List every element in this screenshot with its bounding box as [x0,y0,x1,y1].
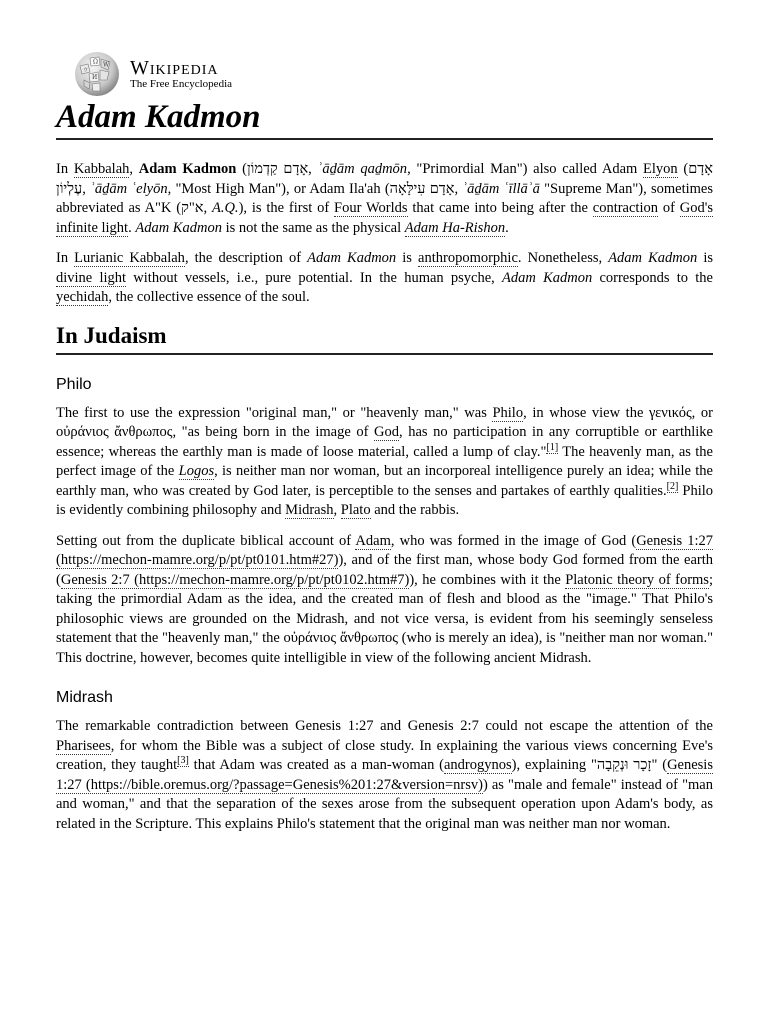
text-run: ʾāḏām qaḏmōn [317,161,408,177]
subsection-heading-midrash: Midrash [56,689,113,706]
text-run: , in whose view the γενικός, or οὐράνιος ἄνθρωπος, "as being born in the image of [56,404,713,440]
text-run: Philo is evidently combining philosophy and [56,482,713,518]
text-run: Setting out from the duplicate biblical account of [56,532,356,549]
text-run: Adam Kadmon [138,161,237,177]
intro-paragraph-2 [56,249,713,308]
intro-paragraph-1 [56,160,713,238]
text-run: ʾāḏām ʿīllāʾā [462,180,540,197]
philo-paragraph-1 [56,404,713,521]
wiki-link[interactable]: Midrash [285,502,334,518]
text-run: The first to use the expression "original man," or "heavenly man," was [56,404,493,421]
text-run: , who was formed in the image of God ( [390,532,637,549]
text-run: , "Most High Man"), or Adam Ila'ah (אָדָם עִילָּאָה, [167,180,463,197]
text-run: (אָדָם עֶלְיוֹן, [56,161,713,197]
text-run: In [56,161,74,177]
text-run: ), and of the first man, whose body God formed from the earth ( [56,552,713,588]
wiki-link[interactable]: Kabbalah [73,161,130,177]
subsection-heading-philo: Philo [56,375,92,393]
text-run: ʾāḏām ʿelyōn [90,180,168,197]
text-run: is [697,250,714,266]
wiki-link[interactable]: anthropomorphic [418,250,518,266]
text-run: , has no participation in any corruptible or earthlike essence; whereas the earthly man is made of loose material, called a lump of clay." [56,424,713,460]
text-run: , for whom the Bible was a subject of close study. In explaining the various views concerning Eve's creation, they taught [56,737,713,773]
midrash-paragraph-1 [56,717,713,834]
text-run: that Adam was created as a man-woman ( [188,757,444,773]
text-run: , "Primordial Man") also called Adam [407,161,644,177]
wiki-link[interactable]: yechidah [56,289,109,305]
citation-link[interactable]: [3] [177,755,189,767]
text-run: (אָדָם קַדְמוֹן, [236,161,318,177]
wiki-link[interactable]: Genesis 1:27 (https://bible.oremus.org/?passage=Genesis%201:27&version=nrsv) [56,757,713,793]
text-run: . [128,219,136,236]
wiki-link[interactable]: Pharisees [56,737,111,754]
wiki-link[interactable]: Genesis 1:27 (https://mechon-mamre.org/p/pt/pt0101.htm#27) [56,532,714,568]
wiki-link[interactable]: God's infinite light [56,200,713,236]
text-run: A.Q. [211,200,239,216]
wiki-link[interactable]: Platonic theory of forms [565,571,709,588]
wiki-link[interactable]: contraction [592,200,658,216]
wiki-link[interactable]: Genesis 2:7 (https://mechon-mamre.org/p/pt/pt0102.htm#7) [60,571,410,588]
text-run: , [333,502,341,518]
text-run: corresponds to the [592,269,713,286]
text-run: "Supreme Man"), sometimes abbreviated as A"K (א"ק, [56,180,713,216]
wiki-link[interactable]: Plato [340,502,371,518]
citation-link[interactable]: [2] [666,480,679,492]
text-run: ), explaining "זָכָר וּנְקֵבָה" ( [511,757,668,773]
wiki-link[interactable]: Logos [178,463,215,479]
text-run: Adam Kadmon [502,269,593,286]
wiki-link[interactable]: Lurianic Kabbalah [74,250,185,266]
philo-paragraph-2 [56,532,713,669]
article-content [56,98,713,845]
wordmark-tagline: The Free Encyclopedia [130,77,233,90]
text-run: , is neither man nor woman, but an incorporeal intelligence purely an idea; while the earthly man, who was created by God later, is perceptible to the senses and partakes of earthly qualities. [56,463,713,499]
svg-text:ウ: ウ [83,67,89,74]
text-run: The remarkable contradiction between Genesis 1:27 and Genesis 2:7 could not escape the attention of the [56,718,713,734]
text-run: The heavenly man, as the perfect image of the [56,443,713,479]
wiki-link[interactable]: Elyon [643,161,678,177]
text-run: , the description of [184,250,308,266]
text-run: , the collective essence of the soul. [108,289,310,305]
wiki-link[interactable]: androgynos [444,757,512,773]
citation-link[interactable]: [1] [546,441,559,453]
wikipedia-header[interactable] [72,50,232,98]
text-run: , [129,161,139,177]
wiki-link[interactable]: Adam [355,532,391,549]
wikipedia-globe-icon [72,50,122,98]
wordmark-title: Wikipedia [130,56,219,79]
wiki-link[interactable]: God [374,424,399,440]
text-run: In [56,250,75,266]
text-run: Adam Kadmon [307,250,397,266]
wiki-link[interactable]: Four Worlds [334,200,408,216]
text-run: . Nonetheless, [517,250,609,266]
wiki-link[interactable]: Philo [492,404,524,421]
text-run: ), is the first of [238,200,335,216]
text-run: is [396,250,419,266]
text-run: Adam Kadmon [135,219,222,236]
text-run: of [658,200,680,216]
text-run: Adam Kadmon [608,250,698,266]
text-run: that came into being after the [407,200,593,216]
text-run: without vessels, i.e., pure potential. In the human psyche, [126,269,503,286]
text-run: and the rabbis. [370,502,460,518]
text-run: ; taking the primordial Adam as the idea, and the created man of flesh and blood as the "image." That Philo's philosophic views are grounded on the Midrash, and not vice versa, is evident from his seemingly senseless statement that the "heavenly man," the οὐράνιος ἄνθρωπος (who is merely an idea), is "neither man nor woman." This doctrine, however, becomes quite intelligible in view of the following ancient Midrash. [56,571,713,666]
wiki-link[interactable]: divine light [56,269,127,286]
svg-text:И: И [92,74,98,81]
page-title: Adam Kadmon [56,98,713,140]
text-run: ) as "male and female" instead of "man and woman," and that the separation of the sexes arose from the subsequent operation upon Adam's body, as related in the Scripture. This explains Philo's statement that the original man was neither man nor woman. [56,776,713,832]
text-run: ), he combines with it the [409,571,566,588]
section-heading-in-judaism: In Judaism [56,322,713,355]
svg-text:Ω: Ω [93,58,98,66]
wordmark [130,58,232,91]
text-run: is not the same as the physical [221,219,405,236]
text-run: . [505,219,509,236]
wiki-link[interactable]: Adam Ha-Rishon [404,219,506,236]
svg-text:W: W [103,61,110,69]
